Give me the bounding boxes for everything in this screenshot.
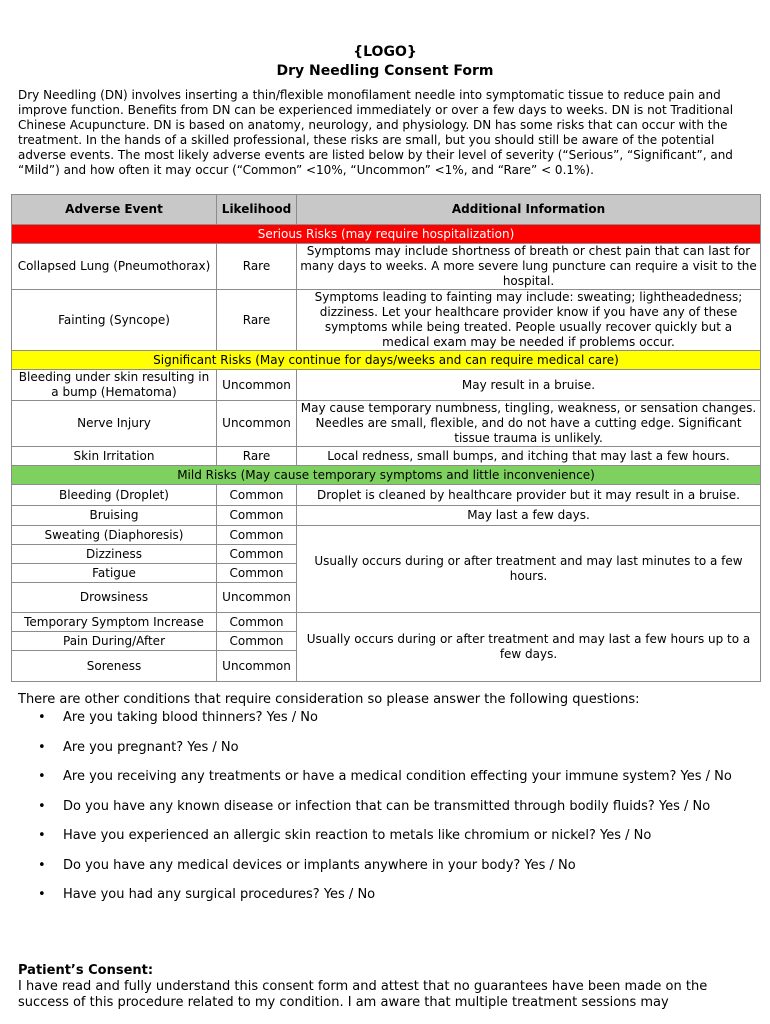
info-cell: May last a few days. (297, 506, 761, 526)
list-item: • Are you taking blood thinners? Yes / No (18, 710, 748, 727)
section-label-significant: Significant Risks (May continue for days/weeks and can require medical care) (12, 351, 761, 370)
section-serious-risks (12, 225, 761, 244)
event-cell: Fainting (Syncope) (12, 290, 217, 351)
info-cell: Local redness, small bumps, and itching that may last a few hours. (297, 447, 761, 466)
patient-consent-text: I have read and fully understand this consent form and attest that no guarantees have been made on the success of this procedure related to my condition. I am aware that multiple treatment sessions may (18, 979, 708, 1010)
table-row (12, 401, 761, 447)
table-row (12, 447, 761, 466)
table-row (12, 506, 761, 526)
event-cell: Soreness (12, 651, 217, 682)
info-cell: Droplet is cleaned by healthcare provider but it may result in a bruise. (297, 485, 761, 506)
event-cell: Pain During/After (12, 632, 217, 651)
likelihood-cell: Uncommon (217, 583, 297, 613)
list-item: • Have you experienced an allergic skin reaction to metals like chromium or nickel? Yes / No (18, 828, 748, 845)
intro-paragraph: Dry Needling (DN) involves inserting a thin/flexible monofilament needle into symptomatic tissue to reduce pain and improve function. Benefits from DN can be experienced immediately or over a few days to weeks. DN is not Traditional Chinese Acupuncture. DN is based on anatomy, neurology, and physiology. DN has some risks that can occur with the treatment. In the hands of a skilled professional, these risks are small, but you should still be aware of the potential adverse events. The most likely adverse events are listed below by their level of severity (“Serious”, “Significant”, and “Mild”) and how often it may occur (“Common” <10%, “Uncommon” <1%, and “Rare” < 0.1%). (18, 88, 734, 177)
likelihood-cell: Common (217, 632, 297, 651)
event-cell: Bleeding under skin resulting in a bump (Hematoma) (12, 370, 217, 401)
table-row (12, 290, 761, 351)
screening-questions-list (18, 710, 748, 917)
event-cell: Bleeding (Droplet) (12, 485, 217, 506)
info-cell: May cause temporary numbness, tingling, weakness, or sensation changes. Needles are small, flexible, and do not have a cutting edge. Significant tissue trauma is unlikely. (297, 401, 761, 447)
likelihood-cell: Rare (217, 244, 297, 290)
header-additional-information: Additional Information (297, 195, 761, 225)
info-cell-group-2: Usually occurs during or after treatment and may last a few hours up to a few days. (297, 613, 761, 682)
info-cell: Symptoms may include shortness of breath or chest pain that can last for many days to weeks. A more severe lung puncture can require a visit to the hospital. (297, 244, 761, 290)
info-cell: May result in a bruise. (297, 370, 761, 401)
event-cell: Fatigue (12, 564, 217, 583)
likelihood-cell: Rare (217, 447, 297, 466)
likelihood-cell: Common (217, 545, 297, 564)
likelihood-cell: Uncommon (217, 651, 297, 682)
table-row (12, 244, 761, 290)
section-label-mild: Mild Risks (May cause temporary symptoms and little inconvenience) (12, 466, 761, 485)
list-item: • Do you have any medical devices or implants anywhere in your body? Yes / No (18, 858, 748, 875)
logo-placeholder: {LOGO} (353, 44, 417, 60)
likelihood-cell: Common (217, 613, 297, 632)
section-label-serious: Serious Risks (may require hospitalization) (12, 225, 761, 244)
section-mild-risks (12, 466, 761, 485)
event-cell: Nerve Injury (12, 401, 217, 447)
likelihood-cell: Common (217, 506, 297, 526)
table-row (12, 370, 761, 401)
questions-intro: There are other conditions that require consideration so please answer the following questions: (18, 692, 640, 707)
event-cell: Temporary Symptom Increase (12, 613, 217, 632)
section-significant-risks (12, 351, 761, 370)
likelihood-cell: Common (217, 485, 297, 506)
table-header-row (12, 195, 761, 225)
header-likelihood: Likelihood (217, 195, 297, 225)
table-row (12, 526, 761, 545)
list-item: • Are you pregnant? Yes / No (18, 740, 748, 757)
likelihood-cell: Common (217, 526, 297, 545)
info-cell-group-1: Usually occurs during or after treatment and may last minutes to a few hours. (297, 526, 761, 613)
likelihood-cell: Uncommon (217, 401, 297, 447)
list-item: • Have you had any surgical procedures? Yes / No (18, 887, 748, 904)
adverse-events-table (11, 194, 761, 682)
list-item: • Are you receiving any treatments or have a medical condition effecting your immune system? Yes / No (18, 769, 748, 786)
table-row (12, 613, 761, 632)
patient-consent-heading: Patient’s Consent: (18, 963, 154, 978)
event-cell: Drowsiness (12, 583, 217, 613)
likelihood-cell: Uncommon (217, 370, 297, 401)
event-cell: Skin Irritation (12, 447, 217, 466)
event-cell: Collapsed Lung (Pneumothorax) (12, 244, 217, 290)
likelihood-cell: Rare (217, 290, 297, 351)
event-cell: Sweating (Diaphoresis) (12, 526, 217, 545)
event-cell: Dizziness (12, 545, 217, 564)
info-cell: Symptoms leading to fainting may include: sweating; lightheadedness; dizziness. Let your healthcare provider know if you have any of these symptoms while being treated. People usually recover quickly but a medical exam may be needed if problems occur. (297, 290, 761, 351)
list-item: • Do you have any known disease or infection that can be transmitted through bodily fluids? Yes / No (18, 799, 748, 816)
header-adverse-event: Adverse Event (12, 195, 217, 225)
event-cell: Bruising (12, 506, 217, 526)
form-title: Dry Needling Consent Form (276, 63, 494, 79)
table-row (12, 485, 761, 506)
likelihood-cell: Common (217, 564, 297, 583)
